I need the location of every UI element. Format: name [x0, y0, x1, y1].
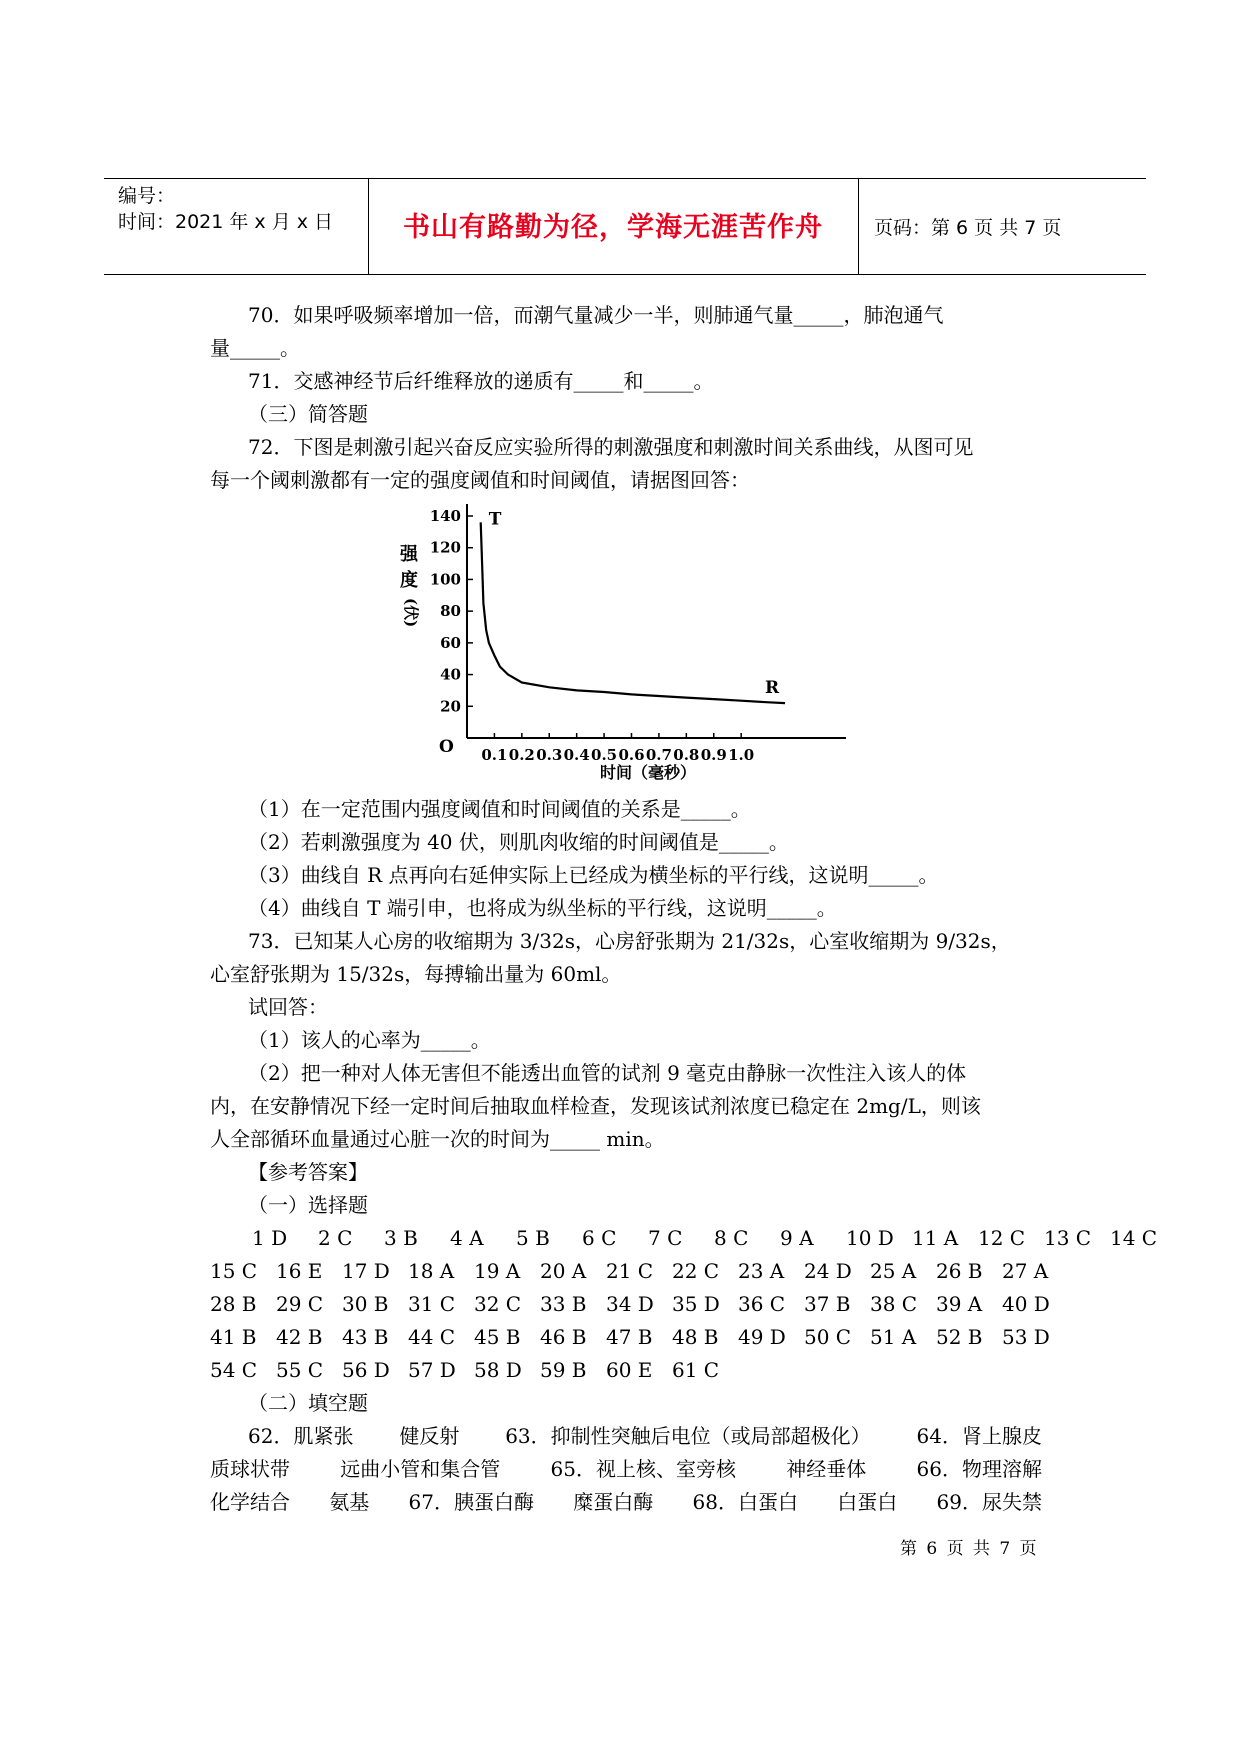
- y-tick-label: 40: [440, 665, 461, 684]
- answer-item: 28 B: [210, 1292, 257, 1316]
- answer-item: 34 D: [606, 1292, 654, 1316]
- answer-item: 22 C: [672, 1259, 720, 1283]
- answer-item: 29 C: [276, 1292, 324, 1316]
- answer-item: 5 B: [516, 1226, 550, 1250]
- answer-item: 51 A: [870, 1325, 917, 1349]
- q72-sub4: （4）曲线自 T 端引申，也将成为纵坐标的平行线，这说明_____。: [248, 896, 837, 920]
- answer-item: 52 B: [936, 1325, 983, 1349]
- answer-item: 1 D: [252, 1226, 288, 1250]
- answer-item: 38 C: [870, 1292, 918, 1316]
- answers-section2: （二）填空题: [248, 1391, 368, 1415]
- answer-item: 17 D: [342, 1259, 390, 1283]
- q72-sub2: （2）若刺激强度为 40 伏，则肌肉收缩的时间阈值是_____。: [248, 830, 789, 854]
- x-tick-label: 1.0: [728, 746, 755, 764]
- fill-answer-item: 化学结合: [210, 1490, 290, 1514]
- answer-item: 37 B: [804, 1292, 851, 1316]
- answer-item: 20 A: [540, 1259, 587, 1283]
- q73-sub1: （1）该人的心率为_____。: [248, 1028, 491, 1052]
- fill-answer-line: [210, 1457, 1042, 1481]
- answer-item: 16 E: [276, 1259, 323, 1283]
- answer-item: 43 B: [342, 1325, 389, 1349]
- fill-answer-line: [210, 1490, 1042, 1514]
- answer-row: [210, 1358, 1042, 1382]
- x-tick-label: 0.9: [700, 746, 727, 764]
- strength-duration-chart: [0, 0, 1241, 800]
- y-tick-label: 100: [429, 570, 461, 589]
- answer-item: 56 D: [342, 1358, 390, 1382]
- answer-item: 3 B: [384, 1226, 418, 1250]
- section-3-heading: （三）简答题: [248, 402, 368, 426]
- answer-item: 13 C: [1044, 1226, 1092, 1250]
- x-tick-label: 0.4: [563, 746, 590, 764]
- answer-item: 31 C: [408, 1292, 456, 1316]
- answer-item: 23 A: [738, 1259, 785, 1283]
- answer-item: 36 C: [738, 1292, 786, 1316]
- answer-item: 26 B: [936, 1259, 983, 1283]
- answer-item: 54 C: [210, 1358, 258, 1382]
- time-label: 时间：2021 年 x 月 x 日: [118, 211, 334, 233]
- answer-item: 30 B: [342, 1292, 389, 1316]
- answer-item: 14 C: [1110, 1226, 1158, 1250]
- answer-row: [210, 1292, 1050, 1316]
- answer-item: 44 C: [408, 1325, 456, 1349]
- answer-item: 27 A: [1002, 1259, 1049, 1283]
- answer-item: 2 C: [318, 1226, 353, 1250]
- answer-item: 35 D: [672, 1292, 720, 1316]
- answer-item: 15 C: [210, 1259, 258, 1283]
- q70-line1: 70．如果呼吸频率增加一倍，而潮气量减少一半，则肺通气量_____，肺泡通气: [248, 303, 944, 327]
- header-motto: 书山有路勤为径，学海无涯苦作舟: [403, 212, 823, 243]
- fill-answer-item: 质球状带: [210, 1457, 290, 1481]
- fill-answer-item: 66．物理溶解: [916, 1457, 1042, 1481]
- fill-answer-item: 62．肌紧张: [248, 1424, 354, 1448]
- y-tick-label: 120: [429, 538, 461, 557]
- q73-try: 试回答：: [248, 995, 328, 1019]
- answer-item: 45 B: [474, 1325, 521, 1349]
- fill-answer-item: 神经垂体: [786, 1457, 867, 1481]
- y-tick-label: 60: [440, 633, 461, 652]
- answer-item: 61 C: [672, 1358, 720, 1382]
- x-tick-label: 0.1: [481, 746, 508, 764]
- fill-answer-item: 63．抑制性突触后电位（或局部超极化）: [505, 1424, 871, 1448]
- fill-answer-item: 67．胰蛋白酶: [408, 1490, 534, 1514]
- answers-title: 【参考答案】: [248, 1160, 368, 1184]
- answer-item: 11 A: [912, 1226, 959, 1250]
- q72-line1: 72．下图是刺激引起兴奋反应实验所得的刺激强度和刺激时间关系曲线，从图可见: [248, 435, 974, 459]
- q73-sub2-line2: 内，在安静情况下经一定时间后抽取血样检查，发现该试剂浓度已稳定在 2mg/L，则该: [210, 1094, 981, 1118]
- q72-line2: 每一个阈刺激都有一定的强度阈值和时间阈值，请据图回答：: [210, 468, 750, 492]
- answer-item: 21 C: [606, 1259, 654, 1283]
- answers-section1: （一）选择题: [248, 1193, 368, 1217]
- answer-item: 10 D: [846, 1226, 894, 1250]
- q73-line2: 心室舒张期为 15/32s，每搏输出量为 60ml。: [210, 962, 622, 986]
- x-tick-label: 0.6: [618, 746, 645, 764]
- y-tick-label: 140: [429, 507, 461, 525]
- page-footer: 第 6 页 共 7 页: [900, 1539, 1037, 1559]
- answer-item: 19 A: [474, 1259, 521, 1283]
- q70-line2: 量_____。: [210, 336, 300, 360]
- q72-sub3: （3）曲线自 R 点再向右延伸实际上已经成为横坐标的平行线，这说明_____。: [248, 863, 939, 887]
- answer-item: 32 C: [474, 1292, 522, 1316]
- fill-answer-item: 糜蛋白酶: [573, 1490, 654, 1514]
- fill-answer-item: 远曲小管和集合管: [340, 1457, 501, 1481]
- fill-answer-item: 68．白蛋白: [692, 1490, 798, 1514]
- fill-answer-item: 健反射: [399, 1424, 460, 1448]
- answer-item: 59 B: [540, 1358, 587, 1382]
- answer-item: 33 B: [540, 1292, 587, 1316]
- answer-item: 42 B: [276, 1325, 323, 1349]
- answer-row: [210, 1325, 1050, 1349]
- answer-item: 25 A: [870, 1259, 917, 1283]
- x-tick-label: 0.2: [508, 746, 535, 764]
- answer-item: 7 C: [648, 1226, 683, 1250]
- answer-item: 57 D: [408, 1358, 456, 1382]
- answer-item: 6 C: [582, 1226, 617, 1250]
- answer-item: 48 B: [672, 1325, 719, 1349]
- q72-sub1: （1）在一定范围内强度阈值和时间阈值的关系是_____。: [248, 797, 751, 821]
- fill-answer-item: 65．视上核、室旁核: [550, 1457, 736, 1481]
- answer-item: 18 A: [408, 1259, 455, 1283]
- answer-item: 50 C: [804, 1325, 852, 1349]
- answer-item: 58 D: [474, 1358, 522, 1382]
- answer-item: 47 B: [606, 1325, 653, 1349]
- answer-item: 8 C: [714, 1226, 749, 1250]
- x-tick-label: 0.8: [673, 746, 700, 764]
- curve-label-t: T: [488, 509, 502, 530]
- fill-answer-line: [248, 1424, 1042, 1448]
- answer-item: 12 C: [978, 1226, 1026, 1250]
- origin-label: O: [439, 737, 454, 757]
- fill-answer-item: 69．尿失禁: [936, 1490, 1042, 1514]
- strength-duration-curve: [481, 522, 785, 703]
- q73-sub2-line3: 人全部循环血量通过心脏一次的时间为_____ min。: [210, 1127, 665, 1151]
- q71: 71．交感神经节后纤维释放的递质有_____和_____。: [248, 369, 714, 393]
- fill-answer-item: 白蛋白: [837, 1490, 898, 1514]
- q73-sub2-line1: （2）把一种对人体无害但不能透出血管的试剂 9 毫克由静脉一次性注入该人的体: [248, 1061, 967, 1085]
- answer-item: 46 B: [540, 1325, 587, 1349]
- answer-item: 41 B: [210, 1325, 257, 1349]
- x-tick-label: 0.7: [645, 746, 672, 764]
- answer-item: 53 D: [1002, 1325, 1050, 1349]
- y-axis-label: 强: [400, 544, 418, 565]
- answer-row: [252, 1226, 1158, 1250]
- curve-label-r: R: [765, 678, 780, 699]
- answer-item: 24 D: [804, 1259, 852, 1283]
- header-page-label: 页码：第 6 页 共 7 页: [874, 217, 1062, 239]
- x-tick-label: 0.5: [591, 746, 618, 764]
- y-axis-label: (伏): [402, 598, 420, 628]
- fill-answer-item: 氨基: [329, 1490, 370, 1514]
- x-axis-label: 时间（毫秒）: [600, 763, 697, 782]
- y-axis-label: 度: [400, 570, 418, 591]
- answer-item: 39 A: [936, 1292, 983, 1316]
- fill-answer-item: 64．肾上腺皮: [916, 1424, 1042, 1448]
- answer-item: 55 C: [276, 1358, 324, 1382]
- answer-item: 4 A: [450, 1226, 484, 1250]
- answer-item: 9 A: [780, 1226, 814, 1250]
- y-tick-label: 80: [440, 602, 461, 621]
- y-tick-label: 20: [440, 697, 461, 716]
- answer-item: 40 D: [1002, 1292, 1050, 1316]
- answer-row: [210, 1259, 1049, 1283]
- answer-item: 60 E: [606, 1358, 653, 1382]
- x-tick-label: 0.3: [536, 746, 563, 764]
- number-label: 编号：: [118, 185, 176, 207]
- q73-line1: 73．已知某人心房的收缩期为 3/32s，心房舒张期为 21/32s，心室收缩期为 9/32s，: [248, 929, 1011, 953]
- answer-item: 49 D: [738, 1325, 786, 1349]
